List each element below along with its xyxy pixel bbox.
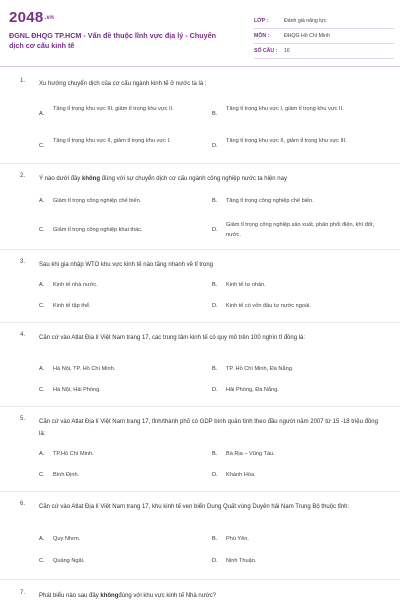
option-text: Bình Định. [53,472,80,478]
option-text: Quy Nhơn. [53,536,81,542]
option-text: Quảng Ngãi. [53,558,85,564]
question-number: 7. [20,590,26,596]
option-text: Kinh tế có vốn đầu tư nước ngoài. [226,303,311,309]
question-text [39,590,379,602]
option-text: Giảm tỉ trọng công nghiệp sản xuất, phân phối điện, khí đốt, nước. [226,222,375,238]
meta-info [254,14,394,59]
question-text [39,173,379,185]
question-list [0,66,400,606]
question-text-part: đúng với sự chuyển dịch cơ cấu ngành công nghiệp nước ta hiện nay [99,176,287,182]
meta-value: Đánh giá năng lực [284,18,327,24]
meta-row-class [254,14,394,29]
option-text: Tăng tỉ trọng khu vực III, giảm tỉ trọng khu vực II. [53,106,174,112]
question-text: Sau khi gia nhập WTO khu vực kinh tế nào tăng nhanh về tỉ trọng [39,262,214,268]
meta-key: SỐ CÂU : [254,48,278,54]
option-letter: D. [212,558,218,564]
meta-value: ĐHQG Hồ Chí Minh [284,33,330,39]
option-letter: B. [212,282,218,288]
option-text: Hà Nội, Hải Phòng. [53,387,101,393]
question-number: 2. [20,173,26,179]
option-text: Phú Yên. [226,536,249,542]
option-text: Hải Phòng, Đà Nẵng. [226,387,279,393]
question-text: Căn cứ vào Atlat Địa lí Việt Nam trang 17, tỉnh/thành phố có GDP bình quân tính theo đầu người năm 2007 từ 15 -18 triệu đồng là: [39,419,378,437]
option-text: Giảm tỉ trọng công nghiệp chế biến. [53,198,142,204]
question-text-part: Phát biểu nào sau đây [39,593,101,599]
question-number: 6. [20,501,26,507]
option-letter: B. [212,111,218,117]
option-letter: C. [39,472,45,478]
option-text: Kinh tế nhà nước. [53,282,98,288]
question-1 [0,66,400,164]
option-letter: D. [212,143,218,149]
option-text: Tăng tỉ trọng công nghiệp chế biến. [226,198,314,204]
question-number: 4. [20,332,26,338]
question-3 [0,250,400,323]
option-letter: C. [39,387,45,393]
option-letter: B. [212,198,218,204]
question-2 [0,164,400,250]
meta-key: MÔN : [254,33,270,39]
question-text-emphasis: không [81,176,100,182]
option-text: Ninh Thuận. [226,558,257,564]
logo-text: 2048 [9,9,44,26]
option-letter: C. [39,558,45,564]
option-letter: C. [39,303,45,309]
option-text: Hà Nội, TP. Hồ Chí Minh. [53,366,116,372]
option-letter: D. [212,472,218,478]
option-letter: A. [39,282,45,288]
option-letter: A. [39,366,45,372]
question-text-emphasis: không [100,593,119,599]
question-number: 5. [20,416,26,422]
option-letter: B. [212,366,218,372]
option-text: TP. Hồ Chí Minh, Đà Nẵng. [226,366,294,372]
question-text-part: đúng với khu vực kinh tế Nhà nước? [118,593,217,599]
question-number: 3. [20,259,26,265]
option-text: Kinh tế tập thể. [53,303,91,309]
option-letter: B. [212,451,218,457]
option-text: Tăng tỉ trọng khu vực I, giảm tỉ trọng khu vực II. [226,106,344,112]
option-text: TP.Hồ Chí Minh. [53,451,94,457]
question-7 [0,580,400,606]
option-letter: D. [212,303,218,309]
logo-domain: .vn [44,15,55,21]
option-text: Kinh tế tư nhân. [226,282,266,288]
question-4 [0,323,400,407]
question-text: Căn cứ vào Atlat Địa lí Việt Nam trang 17, các trung tâm kinh tế có quy mô trên 100 nghìn tỉ đồng là: [39,335,306,341]
question-number: 1. [20,78,26,84]
question-text: Căn cứ vào Atlat Địa lí Việt Nam trang 17, khu kinh tế ven biển Dung Quất vùng Duyên hải Nam Trung Bộ thuộc tỉnh: [39,504,350,510]
option-letter: B. [212,536,218,542]
page-title: ĐGNL ĐHQG TP.HCM - Vấn đề thuộc lĩnh vực địa lý - Chuyển dịch cơ cấu kinh tế [9,31,217,50]
option-letter: A. [39,451,45,457]
option-letter: A. [39,198,45,204]
meta-key: LỚP : [254,18,269,24]
option-text: Giảm tỉ trọng công nghiệp khai thác. [53,227,143,233]
option-letter: A. [39,536,45,542]
logo[interactable] [9,9,54,26]
option-letter: D. [212,387,218,393]
option-letter: A. [39,111,45,117]
question-text: Xu hướng chuyển dịch của cơ cấu ngành kinh tế ở nước ta là : [39,81,207,87]
option-text: Tăng tỉ trọng khu vực II, giảm tỉ trọng khu vực III. [226,138,347,144]
meta-value: 16 [284,48,290,54]
meta-row-subject [254,29,394,44]
meta-row-count [254,44,394,59]
page-header [0,0,400,67]
option-letter: C. [39,143,45,149]
option-text: Bà Rịa – Vũng Tàu. [226,451,275,457]
option-text: Khánh Hòa. [226,472,256,478]
option-letter: D. [212,227,218,233]
question-5 [0,407,400,492]
option-letter: C. [39,227,45,233]
question-text-part: Ý nào dưới đây [39,176,82,182]
option-text: Tăng tỉ trọng khu vực II, giảm tỉ trọng khu vực I. [53,138,171,144]
question-6 [0,492,400,580]
